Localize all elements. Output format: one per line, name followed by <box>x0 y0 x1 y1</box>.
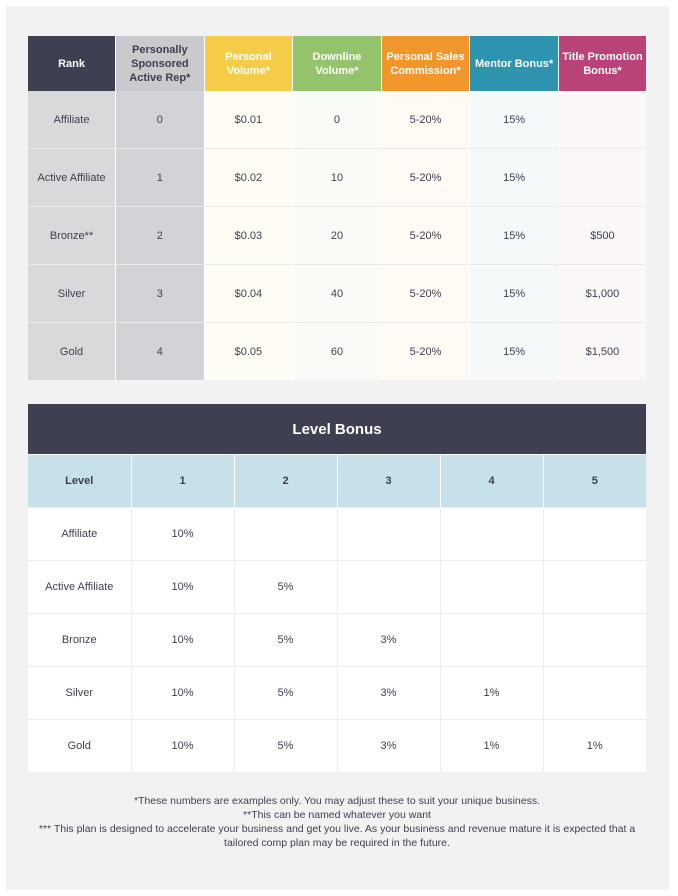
header-mentor-bonus: Mentor Bonus* <box>470 36 559 91</box>
header-level-1: 1 <box>131 455 234 508</box>
rank-cell: Bronze** <box>28 207 116 265</box>
level-rank-cell: Affiliate <box>28 508 131 561</box>
level-5-cell <box>543 561 646 614</box>
rank-row <box>28 323 646 381</box>
footnote-examples: *These numbers are examples only. You may adjust these to suit your unique business. <box>133 795 541 807</box>
footnote-naming: **This can be named whatever you want <box>243 809 431 821</box>
level-4-cell <box>440 561 543 614</box>
mentor-bonus-cell: 15% <box>470 149 559 207</box>
header-personally-sponsored: Personally Sponsored Active Rep* <box>116 36 205 91</box>
level-bonus-section <box>28 404 646 772</box>
sponsored-cell: 3 <box>116 265 205 323</box>
rank-row <box>28 265 646 323</box>
downline-volume-cell: 60 <box>293 323 382 381</box>
level-table-header <box>28 455 646 508</box>
level-1-cell: 10% <box>131 508 234 561</box>
rank-row <box>28 207 646 265</box>
header-level-3: 3 <box>337 455 440 508</box>
header-title-promotion-bonus: Title Promotion Bonus* <box>558 36 646 91</box>
header-personal-sales-commission: Personal Sales Commission* <box>381 36 470 91</box>
level-row <box>28 561 646 614</box>
level-5-cell: 1% <box>543 720 646 773</box>
footnotes <box>28 794 646 850</box>
rank-cell: Affiliate <box>28 91 116 149</box>
commission-cell: 5-20% <box>381 207 470 265</box>
header-level: Level <box>28 455 131 508</box>
personal-volume-cell: $0.01 <box>204 91 293 149</box>
rank-cell: Gold <box>28 323 116 381</box>
commission-cell: 5-20% <box>381 149 470 207</box>
title-bonus-cell: $1,000 <box>558 265 646 323</box>
rank-table-header <box>28 36 646 91</box>
personal-volume-cell: $0.05 <box>204 323 293 381</box>
level-1-cell: 10% <box>131 614 234 667</box>
personal-volume-cell: $0.03 <box>204 207 293 265</box>
comp-plan-page <box>6 6 669 890</box>
rank-table <box>28 36 646 380</box>
commission-cell: 5-20% <box>381 323 470 381</box>
level-4-cell: 1% <box>440 720 543 773</box>
header-personal-volume: Personal Volume* <box>204 36 293 91</box>
header-rank: Rank <box>28 36 116 91</box>
header-level-4: 4 <box>440 455 543 508</box>
level-2-cell: 5% <box>234 561 337 614</box>
title-bonus-cell <box>558 91 646 149</box>
level-3-cell: 3% <box>337 720 440 773</box>
level-rank-cell: Gold <box>28 720 131 773</box>
level-3-cell <box>337 561 440 614</box>
level-rank-cell: Active Affiliate <box>28 561 131 614</box>
rank-cell: Silver <box>28 265 116 323</box>
level-4-cell: 1% <box>440 667 543 720</box>
level-bonus-table <box>28 454 646 772</box>
title-bonus-cell <box>558 149 646 207</box>
sponsored-cell: 0 <box>116 91 205 149</box>
mentor-bonus-cell: 15% <box>470 323 559 381</box>
downline-volume-cell: 10 <box>293 149 382 207</box>
sponsored-cell: 2 <box>116 207 205 265</box>
mentor-bonus-cell: 15% <box>470 207 559 265</box>
level-row <box>28 667 646 720</box>
footnote-plan: *** This plan is designed to accelerate your business and get you live. As your business and revenue mature it is expected that a tailored comp plan may be required in the future. <box>38 823 636 849</box>
personal-volume-cell: $0.04 <box>204 265 293 323</box>
sponsored-cell: 4 <box>116 323 205 381</box>
header-downline-volume: Downline Volume* <box>293 36 382 91</box>
level-1-cell: 10% <box>131 667 234 720</box>
downline-volume-cell: 20 <box>293 207 382 265</box>
level-3-cell <box>337 508 440 561</box>
downline-volume-cell: 40 <box>293 265 382 323</box>
level-2-cell <box>234 508 337 561</box>
level-5-cell <box>543 614 646 667</box>
level-3-cell: 3% <box>337 667 440 720</box>
level-3-cell: 3% <box>337 614 440 667</box>
level-bonus-title: Level Bonus <box>28 404 646 454</box>
title-bonus-cell: $500 <box>558 207 646 265</box>
downline-volume-cell: 0 <box>293 91 382 149</box>
level-4-cell <box>440 614 543 667</box>
level-2-cell: 5% <box>234 614 337 667</box>
level-5-cell <box>543 667 646 720</box>
title-bonus-cell: $1,500 <box>558 323 646 381</box>
level-4-cell <box>440 508 543 561</box>
level-2-cell: 5% <box>234 667 337 720</box>
level-5-cell <box>543 508 646 561</box>
level-row <box>28 508 646 561</box>
commission-cell: 5-20% <box>381 91 470 149</box>
mentor-bonus-cell: 15% <box>470 91 559 149</box>
level-2-cell: 5% <box>234 720 337 773</box>
commission-cell: 5-20% <box>381 265 470 323</box>
header-level-5: 5 <box>543 455 646 508</box>
level-row <box>28 614 646 667</box>
level-rank-cell: Bronze <box>28 614 131 667</box>
personal-volume-cell: $0.02 <box>204 149 293 207</box>
mentor-bonus-cell: 15% <box>470 265 559 323</box>
rank-cell: Active Affiliate <box>28 149 116 207</box>
rank-row <box>28 91 646 149</box>
sponsored-cell: 1 <box>116 149 205 207</box>
level-1-cell: 10% <box>131 720 234 773</box>
level-rank-cell: Silver <box>28 667 131 720</box>
level-row <box>28 720 646 773</box>
rank-row <box>28 149 646 207</box>
level-1-cell: 10% <box>131 561 234 614</box>
header-level-2: 2 <box>234 455 337 508</box>
